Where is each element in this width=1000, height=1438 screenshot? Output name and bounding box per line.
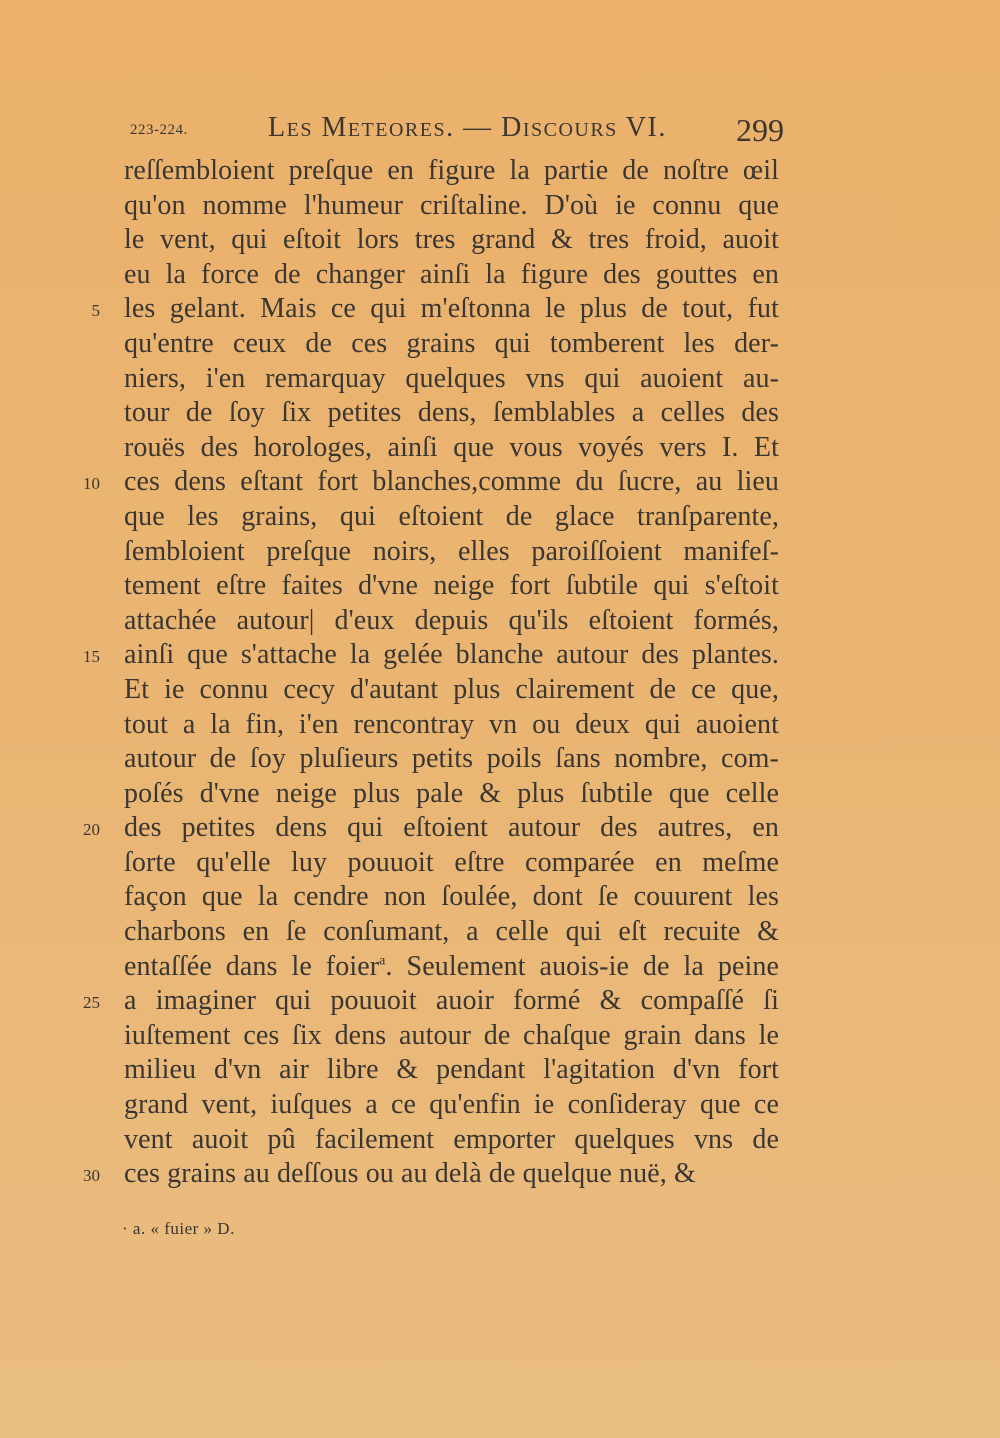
text-line: vent auoit pû facilement emporter quelques vns de <box>124 1123 779 1155</box>
text-line: charbons en ſe conſumant, a celle qui eſt recuite & <box>124 916 779 948</box>
text-line: niers, i'en remarquay quelques vns qui auoient au- <box>124 362 779 394</box>
line-number: 15 <box>83 647 100 666</box>
text-line: ces grains au deſſous ou au delà de quelque nuë, & <box>124 1158 696 1190</box>
text-line-tail: . Seulement auois-ie de la peine <box>385 950 779 982</box>
text-line: iuſtement ces ſix dens autour de chaſque grain dans le <box>124 1019 779 1051</box>
text-line: ſorte qu'elle luy pouuoit eſtre comparée en meſme <box>124 846 779 878</box>
line-number: 30 <box>83 1166 100 1185</box>
line-number: 10 <box>83 474 100 493</box>
running-title: Les Meteores. — Discours VI. <box>268 112 667 143</box>
text-line: eu la force de changer ainſi la figure des gouttes en <box>124 258 779 290</box>
text-line: qu'entre ceux de ces grains qui tomberent les der- <box>124 327 779 359</box>
text-line: Et ie connu cecy d'autant plus clairement de ce que, <box>124 673 779 705</box>
text-line: reſſembloient preſque en figure la partie de noſtre œil <box>124 155 779 186</box>
text-line: ſembloient preſque noirs, elles paroiſſoient manifeſ- <box>124 535 779 567</box>
text-line: tour de ſoy ſix petites dens, ſemblables a celles des <box>124 397 779 429</box>
text-line: tout a la fin, i'en rencontray vn ou deux qui auoient <box>124 708 779 740</box>
text-line: des petites dens qui eſtoient autour des autres, en <box>124 812 779 844</box>
footnote-marker: a <box>379 953 386 969</box>
text-line: les gelant. Mais ce qui m'eſtonna le plus de tout, fut <box>124 293 779 325</box>
line-number: 5 <box>91 301 100 320</box>
body-text <box>124 154 779 1192</box>
text-line: a imaginer qui pouuoit auoir formé & compaſſé ſi <box>124 985 779 1017</box>
text-line: ces dens eſtant fort blanches,comme du ſucre, au lieu <box>124 466 779 498</box>
text-line-head: entaſſée dans le foier <box>124 950 380 982</box>
text-line <box>124 950 779 985</box>
text-line: façon que la cendre non ſoulée, dont ſe couurent les <box>124 881 779 913</box>
running-header <box>128 112 784 152</box>
text-line: le vent, qui eſtoit lors tres grand & tres froid, auoit <box>124 224 779 256</box>
text-line: que les grains, qui eſtoient de glace tranſparente, <box>124 500 779 532</box>
text-line: autour de ſoy pluſieurs petits poils ſans nombre, com- <box>124 743 779 775</box>
text-line: milieu d'vn air libre & pendant l'agitation d'vn fort <box>124 1054 779 1086</box>
page-number: 299 <box>736 112 784 148</box>
line-number: 20 <box>83 820 100 839</box>
text-line: ainſi que s'attache la gelée blanche autour des plantes. <box>124 639 779 671</box>
text-line: grand vent, iuſques a ce qu'enfin ie conſideray que ce <box>124 1089 779 1121</box>
footnote: · a. « fuier » D. <box>122 1219 235 1238</box>
text-line: attachée autour| d'eux depuis qu'ils eſtoient formés, <box>124 604 779 636</box>
text-line: qu'on nomme l'humeur criſtaline. D'où ie connu que <box>124 189 779 221</box>
text-line: poſés d'vne neige plus pale & plus ſubtile que celle <box>124 777 779 809</box>
text-line: rouës des horologes, ainſi que vous voyés vers I. Et <box>124 431 779 463</box>
line-number: 25 <box>83 993 100 1012</box>
text-line: tement eſtre faites d'vne neige fort ſubtile qui s'eſtoit <box>124 570 779 602</box>
page-reference: 223-224. <box>130 122 188 138</box>
